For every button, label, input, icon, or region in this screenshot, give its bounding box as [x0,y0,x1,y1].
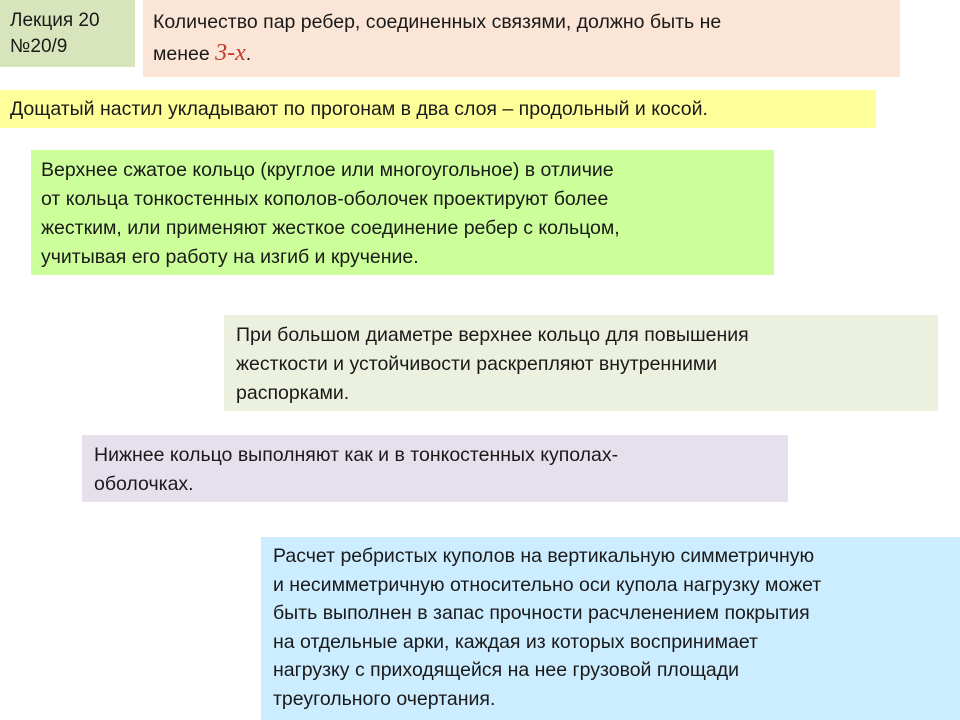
calc-line-4: на отдельные арки, каждая из которых воспринимает [273,630,758,653]
large-diameter-line-2: жесткости и устойчивости раскрепляют внутренними [236,353,718,375]
top-ring-line-2: от кольца тонкостенных кополов-оболочек проектируют более [41,188,609,210]
ribs-note-line-2 [153,38,890,70]
calc-line-6: треугольного очертания. [273,687,496,710]
calc-line-2: и несимметричную относительно оси купола нагрузку может [273,573,822,596]
calculation-note [261,537,960,720]
calc-line-5: нагрузку с приходящейся на нее грузовой площади [273,659,740,681]
ribs-note-suffix: . [245,43,252,65]
lecture-title: Лекция 20 [10,10,100,31]
lecture-number: №20/9 [10,36,68,57]
top-ring-line-1: Верхнее сжатое кольцо (круглое или многоугольное) в отличие [41,159,614,181]
calc-line-1: Расчет ребристых куполов на вертикальную симметричную [273,545,815,567]
large-diameter-line-1: При большом диаметре верхнее кольцо для повышения [236,324,749,346]
large-diameter-note [224,315,938,411]
bottom-ring-note [82,435,788,502]
ribs-note-emphasis: 3-х [215,40,246,66]
lecture-badge [0,0,135,67]
ribs-note-prefix: менее [153,43,216,65]
calc-line-3: быть выполнен в запас прочности расчленением покрытия [273,602,810,624]
top-ring-note [31,150,774,275]
deck-note-line-1: Дощатый настил укладывают по прогонам в два слоя – продольный и косой. [10,98,708,120]
bottom-ring-line-1: Нижнее кольцо выполняют как и в тонкостенных куполах- [94,444,619,466]
top-ring-line-4: учитывая его работу на изгиб и кручение. [41,246,419,268]
deck-note [0,90,876,128]
bottom-ring-line-2: оболочках. [94,473,194,495]
ribs-note-line-1: Количество пар ребер, соединенных связями, должно быть не [153,11,722,33]
large-diameter-line-3: распорками. [236,382,350,404]
ribs-count-note [143,0,900,77]
top-ring-line-3: жестким, или применяют жесткое соединение ребер с кольцом, [41,217,620,239]
